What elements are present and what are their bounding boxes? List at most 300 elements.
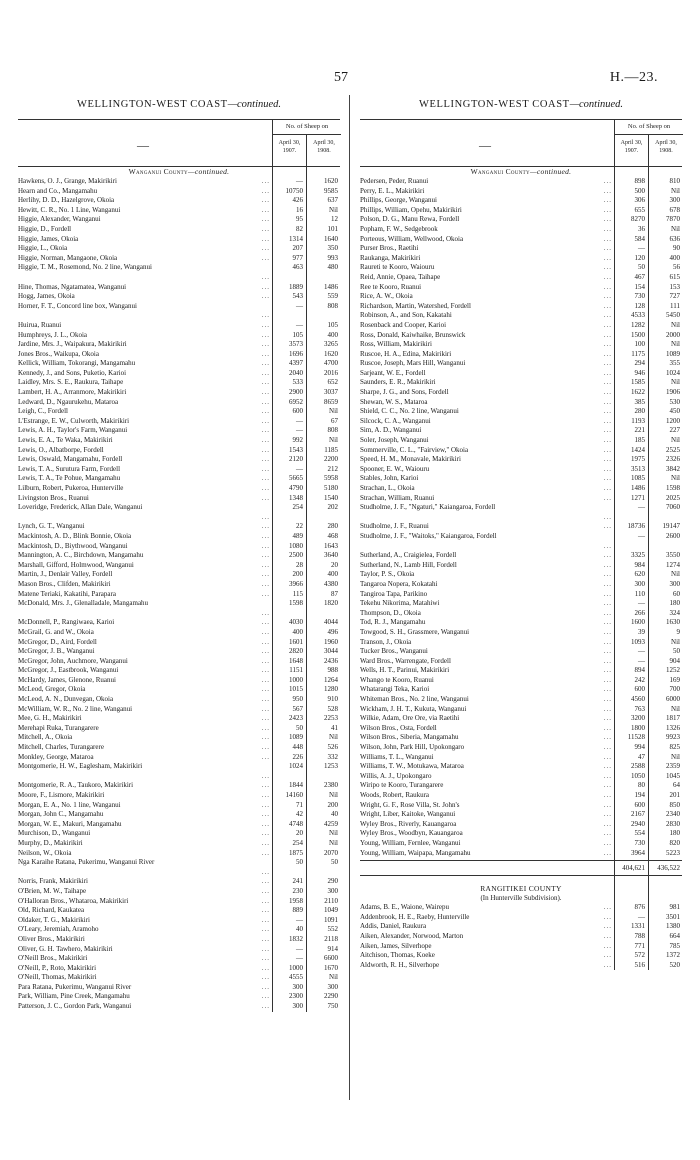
- sheep-1907: 984: [634, 560, 645, 569]
- leader-dots: ...: [603, 224, 612, 233]
- leader-dots: ...: [261, 292, 270, 301]
- table-row: [18, 215, 340, 225]
- sheep-1908: 2118: [324, 934, 338, 943]
- owner-name: Hearn and Co., Mangamahu: [18, 186, 98, 195]
- sheep-1907: 730: [634, 292, 645, 301]
- sheep-1907: 1000: [289, 675, 303, 684]
- owner-name: Morgan, W. E., Makuri, Mangamahu: [18, 819, 122, 828]
- table-header: [18, 119, 340, 167]
- owner-name: Mackintosh, A. D., Blink Bonnie, Okoia: [18, 531, 132, 540]
- owner-name: Stables, John, Karioi: [360, 474, 419, 483]
- sheep-1908: 530: [669, 397, 680, 406]
- table-row: [360, 254, 682, 264]
- sheep-1907: 11528: [627, 733, 645, 742]
- county-continued: —continued.: [529, 167, 572, 176]
- table-row: [360, 206, 682, 216]
- leader-dots: ...: [261, 426, 270, 435]
- owner-name: Sarjeant, W. E., Fordell: [360, 368, 426, 377]
- leader-dots: ...: [603, 292, 612, 301]
- leader-dots: ...: [261, 637, 270, 646]
- owner-name: Jardine, Mrs. J., Waipakura, Makirikiri: [18, 340, 127, 349]
- table-row: [360, 913, 682, 923]
- sheep-1907: 898: [634, 177, 645, 185]
- table-row: [18, 522, 340, 532]
- sheep-1908: 7870: [666, 215, 680, 224]
- sheep-1908: 2016: [324, 368, 338, 377]
- sheep-1908: 1274: [666, 560, 680, 569]
- leader-dots: ...: [261, 791, 270, 799]
- sheep-1908: 652: [327, 378, 338, 387]
- sheep-1908: 12: [331, 215, 338, 224]
- leader-dots: ...: [261, 647, 270, 656]
- owner-name: Whatarangi Teka, Karioi: [360, 685, 430, 694]
- sheep-1907: 71: [296, 800, 303, 809]
- owner-name: Oliver, G. H. Tawhero, Makirikiri: [18, 944, 113, 953]
- owner-name: Ree te Kooro, Ruanui: [360, 282, 422, 291]
- sheep-1908: 1540: [324, 493, 338, 502]
- leader-dots: ...: [603, 272, 612, 281]
- table-row: [360, 369, 682, 379]
- sheep-1908: 202: [327, 503, 338, 512]
- table-row: [360, 903, 682, 913]
- table-row: [18, 676, 340, 686]
- sheep-1908: 3640: [324, 551, 338, 560]
- owner-name: Higgie, Norman, Mangaone, Okoia: [18, 253, 118, 262]
- owner-name: O'Neill Bros., Makirikiri: [18, 954, 88, 963]
- table-row: [18, 378, 340, 388]
- sheep-1907: —: [638, 599, 645, 608]
- owner-name: Tod, R. J., Mangamahu: [360, 618, 426, 627]
- leader-dots: ...: [261, 982, 270, 991]
- table-row: [360, 705, 682, 715]
- owner-name: Higgie, D., Fordell: [18, 224, 72, 233]
- sheep-1907: 1875: [289, 848, 303, 857]
- table-row: [360, 628, 682, 638]
- sheep-1907: 1800: [631, 723, 645, 732]
- owner-name: Wilkie, Adam, Ore Ore, via Raetihi: [360, 714, 460, 723]
- name-column-header: —: [137, 138, 149, 152]
- county-continued: —continued.: [187, 167, 230, 176]
- sheep-1908: 3265: [324, 340, 338, 349]
- leader-dots: ...: [261, 608, 270, 617]
- sheep-1907: 100: [634, 340, 645, 349]
- owner-name: Purser Bros., Raetihi: [360, 244, 419, 253]
- sheep-1907: —: [638, 656, 645, 665]
- leader-dots: ...: [261, 493, 270, 502]
- leader-dots: ...: [261, 618, 270, 627]
- owner-name: Lewis, E. A., Te Waka, Makirikiri: [18, 436, 113, 445]
- leader-dots: ...: [261, 819, 270, 828]
- table-row: [18, 196, 340, 206]
- sheep-1907: 2820: [289, 647, 303, 656]
- leader-dots: ...: [603, 359, 612, 368]
- sheep-1907: —: [638, 647, 645, 656]
- owner-name: Rosenback and Cooper, Karioi: [360, 320, 447, 329]
- table-row: [18, 235, 340, 245]
- sheep-1908: 20: [331, 560, 338, 569]
- sheep-1908: 1630: [666, 618, 680, 627]
- sheep-1907: 294: [634, 359, 645, 368]
- sheep-1907: 572: [634, 951, 645, 960]
- sheep-1907: 1331: [631, 922, 645, 931]
- sheep-1908: Nil: [329, 436, 338, 445]
- sheep-1908: 2436: [324, 656, 338, 665]
- leader-dots: ...: [603, 484, 612, 492]
- leader-dots: ...: [261, 340, 270, 349]
- sheep-1908: 201: [669, 791, 680, 799]
- sheep-1908: 1326: [666, 723, 680, 732]
- table-row: [18, 829, 340, 839]
- sheep-1907: 1500: [631, 330, 645, 339]
- leader-dots: ...: [261, 522, 270, 531]
- table-row: [18, 369, 340, 379]
- sheep-1907: 1598: [289, 599, 303, 608]
- owner-name: Patterson, J. C., Gordon Park, Wanganui: [18, 1002, 132, 1011]
- sheep-1908: 4259: [324, 819, 338, 828]
- sheep-1907: 894: [634, 666, 645, 675]
- table-row: [360, 187, 682, 197]
- sheep-1907: 620: [634, 570, 645, 579]
- table-row: [360, 551, 682, 561]
- owner-name: Studholme, J. F., "Ngaturi," Kaiangaroa, Fordell: [360, 503, 496, 512]
- table-row: [18, 570, 340, 580]
- sheep-1907: 80: [638, 781, 645, 790]
- owner-name: Hine, Thomas, Ngatamatea, Wanganui: [18, 282, 127, 291]
- leader-dots: ...: [603, 253, 612, 262]
- page-number: 57: [334, 70, 348, 85]
- sheep-1907: 2120: [289, 455, 303, 464]
- owner-name: McHardy, James, Glenone, Ruanui: [18, 675, 116, 684]
- sheep-1907: 242: [634, 675, 645, 684]
- owner-name: Oldaker, T. G., Makirikiri: [18, 915, 90, 924]
- table-row: [360, 676, 682, 686]
- table-row: [360, 647, 682, 657]
- leader-dots: ...: [261, 311, 270, 320]
- leader-dots: ...: [261, 848, 270, 857]
- leader-dots: ...: [261, 963, 270, 972]
- table-row: [18, 762, 340, 781]
- owner-name: Wright, G. F., Rose Villa, St. John's: [360, 800, 460, 809]
- sheep-1907: 655: [634, 205, 645, 214]
- owner-name: Moore, F., Lismore, Makirikiri: [18, 791, 105, 799]
- sheep-1907: 1958: [289, 896, 303, 905]
- leader-dots: ...: [261, 368, 270, 377]
- table-row: [18, 935, 340, 945]
- owner-name: Sharpe, J. G., and Sons, Fordell: [360, 388, 449, 397]
- leader-dots: ...: [261, 196, 270, 205]
- sheep-1907: 1348: [289, 493, 303, 502]
- left-column: [18, 97, 340, 1012]
- owner-name: Park, William, Pine Creek, Mangamahu: [18, 992, 130, 1001]
- owner-name: Strachan, L., Okoia: [360, 484, 415, 492]
- leader-dots: ...: [261, 743, 270, 752]
- sheep-1907: —: [638, 912, 645, 921]
- table-row: [360, 331, 682, 341]
- table-row: [18, 973, 340, 983]
- table-row: [360, 724, 682, 734]
- owner-name: McLeod, A. N., Dunvegan, Okoia: [18, 695, 114, 704]
- sheep-1907: 95: [296, 215, 303, 224]
- table-row: [360, 273, 682, 283]
- table-row: [360, 849, 682, 859]
- table-row: [360, 388, 682, 398]
- sheep-1908: 526: [327, 743, 338, 752]
- table-row: [18, 724, 340, 734]
- owner-name: Wyley Bros., Woodbyn, Kauangaroa: [360, 829, 463, 838]
- sheep-1907: 2500: [289, 551, 303, 560]
- sheep-1908: 4380: [324, 579, 338, 588]
- sheep-1907: 3964: [631, 848, 645, 857]
- owner-name: Shewan, W. S., Mataroa: [360, 397, 428, 406]
- sheep-1907: 600: [292, 407, 303, 416]
- leader-dots: ...: [261, 436, 270, 445]
- leader-dots: ...: [603, 215, 612, 224]
- sheep-1907: 22: [296, 522, 303, 531]
- sheep-1907: 426: [292, 196, 303, 205]
- owner-name: Horner, F. T., Concord line box, Wanganui: [18, 301, 137, 310]
- owner-name: Montgomerie, R. A., Taukoro, Makirikiri: [18, 781, 134, 790]
- leader-dots: ...: [603, 960, 612, 969]
- sheep-1908: 2025: [666, 493, 680, 502]
- sheep-1907: 1093: [631, 637, 645, 646]
- owner-name: Raukanga, Makirikiri: [360, 253, 421, 262]
- table-row: [360, 561, 682, 571]
- owner-name: Woods, Robert, Raukura: [360, 791, 430, 799]
- sheep-1907: 554: [634, 829, 645, 838]
- leader-dots: ...: [603, 781, 612, 790]
- owner-name: Lewis, T. A., Surutura Farm, Fordell: [18, 464, 121, 473]
- sheep-1908: 6000: [666, 695, 680, 704]
- table-row: [18, 733, 340, 743]
- table-row: [18, 177, 340, 187]
- sheep-1908: 636: [669, 234, 680, 243]
- table-row: [18, 474, 340, 484]
- sheep-1908: 101: [327, 224, 338, 233]
- sheep-1907: 120: [634, 253, 645, 262]
- owner-name: Marshall, Gifford, Holmwood, Wanganui: [18, 560, 134, 569]
- table-row: [18, 628, 340, 638]
- sheep-1908: 400: [669, 253, 680, 262]
- sheep-1908: 1820: [324, 599, 338, 608]
- leader-dots: ...: [261, 838, 270, 847]
- sheep-1907: 154: [634, 282, 645, 291]
- leader-dots: ...: [603, 810, 612, 819]
- table-row: [18, 743, 340, 753]
- owner-name: O'Leary, Jeremiah, Aramoho: [18, 925, 99, 934]
- owner-name: Higgie, L., Okoia: [18, 244, 68, 253]
- owner-name: Mackintosh, D., Biythwood, Wanganui: [18, 541, 128, 550]
- sheep-1908: Nil: [671, 637, 680, 646]
- table-row: [18, 187, 340, 197]
- owner-name: Studholme, J. F., Ruanui: [360, 522, 429, 531]
- leader-dots: ...: [603, 951, 612, 960]
- right-column: [360, 97, 682, 970]
- region-title: [18, 97, 340, 113]
- table-row: [18, 494, 340, 504]
- leader-dots: ...: [261, 627, 270, 636]
- sheep-1908: 910: [327, 695, 338, 704]
- sheep-1908: 850: [669, 800, 680, 809]
- table-row: [18, 983, 340, 993]
- owner-name: Whango te Kooro, Ruanui: [360, 675, 434, 684]
- leader-dots: ...: [603, 512, 612, 521]
- leader-dots: ...: [603, 922, 612, 931]
- owner-name: Sommerville, C. L., "Fairview," Okoia: [360, 445, 469, 454]
- owner-name: Taylor, P. S., Okoia: [360, 570, 415, 579]
- owner-name: Higgie, James, Okoia: [18, 234, 79, 243]
- leader-dots: ...: [603, 723, 612, 732]
- leader-dots: ...: [261, 800, 270, 809]
- sheep-1907: 3573: [289, 340, 303, 349]
- sheep-1907: 1024: [289, 762, 303, 771]
- leader-dots: ...: [603, 244, 612, 253]
- leader-dots: ...: [261, 925, 270, 934]
- sheep-1907: 994: [634, 743, 645, 752]
- table-row: [18, 503, 340, 522]
- leader-dots: ...: [261, 896, 270, 905]
- sheep-1907: 1015: [289, 685, 303, 694]
- leader-dots: ...: [603, 800, 612, 809]
- sheep-1907: 2167: [631, 810, 645, 819]
- table-row: [18, 244, 340, 254]
- sheep-1907: —: [296, 954, 303, 963]
- sheep-1908: 2359: [666, 762, 680, 771]
- owner-name: Loveridge, Frederick, Allan Dale, Wanganui: [18, 503, 143, 512]
- sheep-1907: 10750: [285, 186, 303, 195]
- owner-name: Livingston Bros., Ruanui: [18, 493, 89, 502]
- leader-dots: ...: [261, 531, 270, 540]
- sheep-1908: 552: [327, 925, 338, 934]
- table-row: [18, 283, 340, 293]
- region-title-continued: —continued.: [227, 99, 282, 110]
- table-header: [360, 119, 682, 167]
- leader-dots: ...: [261, 224, 270, 233]
- sheep-1907: 584: [634, 234, 645, 243]
- table-row: [360, 801, 682, 811]
- owner-name: Mee, G. H., Makirikiri: [18, 714, 82, 723]
- leader-dots: ...: [261, 992, 270, 1001]
- sheep-1907: 500: [634, 186, 645, 195]
- sheep-1908: 3550: [666, 551, 680, 560]
- owner-name: McWilliam, W. R., No. 2 line, Wanganui: [18, 704, 133, 713]
- left-table-body: [18, 167, 340, 1012]
- sheep-1907: 47: [638, 752, 645, 761]
- owner-name: Merehapi Ruka, Turangarere: [18, 723, 99, 732]
- table-row: [18, 532, 340, 542]
- table-row: [360, 657, 682, 667]
- sheep-1908: 559: [327, 292, 338, 301]
- sheep-1908: 615: [669, 272, 680, 281]
- table-row: [360, 829, 682, 839]
- sheep-1908: 1620: [324, 177, 338, 185]
- sheep-1907: —: [296, 944, 303, 953]
- sheep-1908: 3037: [324, 388, 338, 397]
- sheep-1907: —: [296, 320, 303, 329]
- table-row: [360, 839, 682, 849]
- owner-name: Mitchell, A., Okoia: [18, 733, 73, 742]
- sheep-1908: 40: [331, 810, 338, 819]
- region-title: [360, 97, 682, 113]
- table-row: [18, 897, 340, 907]
- table-row: [18, 964, 340, 974]
- sheep-1907: 4397: [289, 359, 303, 368]
- sheep-1908: Nil: [671, 186, 680, 195]
- sheep-1908: 1960: [324, 637, 338, 646]
- sheep-1907: 730: [634, 838, 645, 847]
- leader-dots: ...: [603, 551, 612, 560]
- sheep-1907: 2940: [631, 819, 645, 828]
- table-row: [360, 446, 682, 456]
- leader-dots: ...: [603, 493, 612, 502]
- sheep-1907: 489: [292, 531, 303, 540]
- table-row: [360, 359, 682, 369]
- owner-name: McDonald, Mrs. J., Glenalladale, Mangamahu: [18, 599, 149, 608]
- owner-name: Spooner, E. W., Waiouru: [360, 464, 430, 473]
- sheep-1908: 9585: [324, 186, 338, 195]
- leader-dots: ...: [261, 877, 270, 886]
- page-reference: H.—23.: [609, 70, 658, 85]
- sheep-1907: 385: [634, 397, 645, 406]
- sheep-1907: 1175: [631, 349, 645, 358]
- owner-name: Sutherland, A., Craigielea, Fordell: [360, 551, 457, 560]
- table-row: [18, 781, 340, 791]
- sheep-1907: 254: [292, 503, 303, 512]
- owner-name: Martin, J., Denlair Valley, Fordell: [18, 570, 113, 579]
- sheep-1908: 2830: [666, 819, 680, 828]
- sheep-1907: 194: [634, 791, 645, 799]
- sheep-1907: 36: [638, 224, 645, 233]
- table-row: [360, 244, 682, 254]
- leader-dots: ...: [603, 637, 612, 646]
- table-row: [18, 398, 340, 408]
- sheep-1908: 1253: [324, 762, 338, 771]
- sheep-1907: 266: [634, 608, 645, 617]
- owner-name: Ward Bros., Warrengate, Fordell: [360, 656, 451, 665]
- owner-name: Lynch, G. T., Wanganui: [18, 522, 85, 531]
- table-row: [18, 618, 340, 628]
- leader-dots: ...: [603, 819, 612, 828]
- table-row: [18, 714, 340, 724]
- sheep-1908: 2340: [666, 810, 680, 819]
- owner-name: Williams, T. L., Wanganui: [360, 752, 434, 761]
- table-row: [18, 810, 340, 820]
- owner-name: Studholme, J. F., "Waitoks," Kaiangaroa, Fordell: [360, 531, 497, 540]
- sheep-1907: 1050: [631, 771, 645, 780]
- sheep-1908: 355: [669, 359, 680, 368]
- sheep-1907: 1601: [289, 637, 303, 646]
- owner-name: Polson, D. G., Manu Rewa, Fordell: [360, 215, 460, 224]
- table-row: [360, 820, 682, 830]
- table-row: [360, 951, 682, 961]
- sheep-1907: 207: [292, 244, 303, 253]
- owner-name: L'Estrange, E. W., Culworth, Makirikiri: [18, 416, 130, 425]
- sheep-1907: —: [296, 464, 303, 473]
- table-row: [360, 196, 682, 206]
- sheep-1907: 105: [292, 330, 303, 339]
- sheep-1908: 1640: [324, 234, 338, 243]
- sheep-1907: —: [638, 531, 645, 540]
- sheep-1908: 825: [669, 743, 680, 752]
- leader-dots: ...: [261, 282, 270, 291]
- sheep-1908: 180: [669, 829, 680, 838]
- owner-name: Lewis, A. H., Taylor's Farm, Wanganui: [18, 426, 128, 435]
- sheep-1908: Nil: [329, 205, 338, 214]
- table-row: [18, 1002, 340, 1012]
- sheep-1908: 988: [327, 666, 338, 675]
- owner-name: Shield, C. C., No. 2 line, Wanganui: [360, 407, 459, 416]
- sheep-1908: 1045: [666, 771, 680, 780]
- table-row: [18, 916, 340, 926]
